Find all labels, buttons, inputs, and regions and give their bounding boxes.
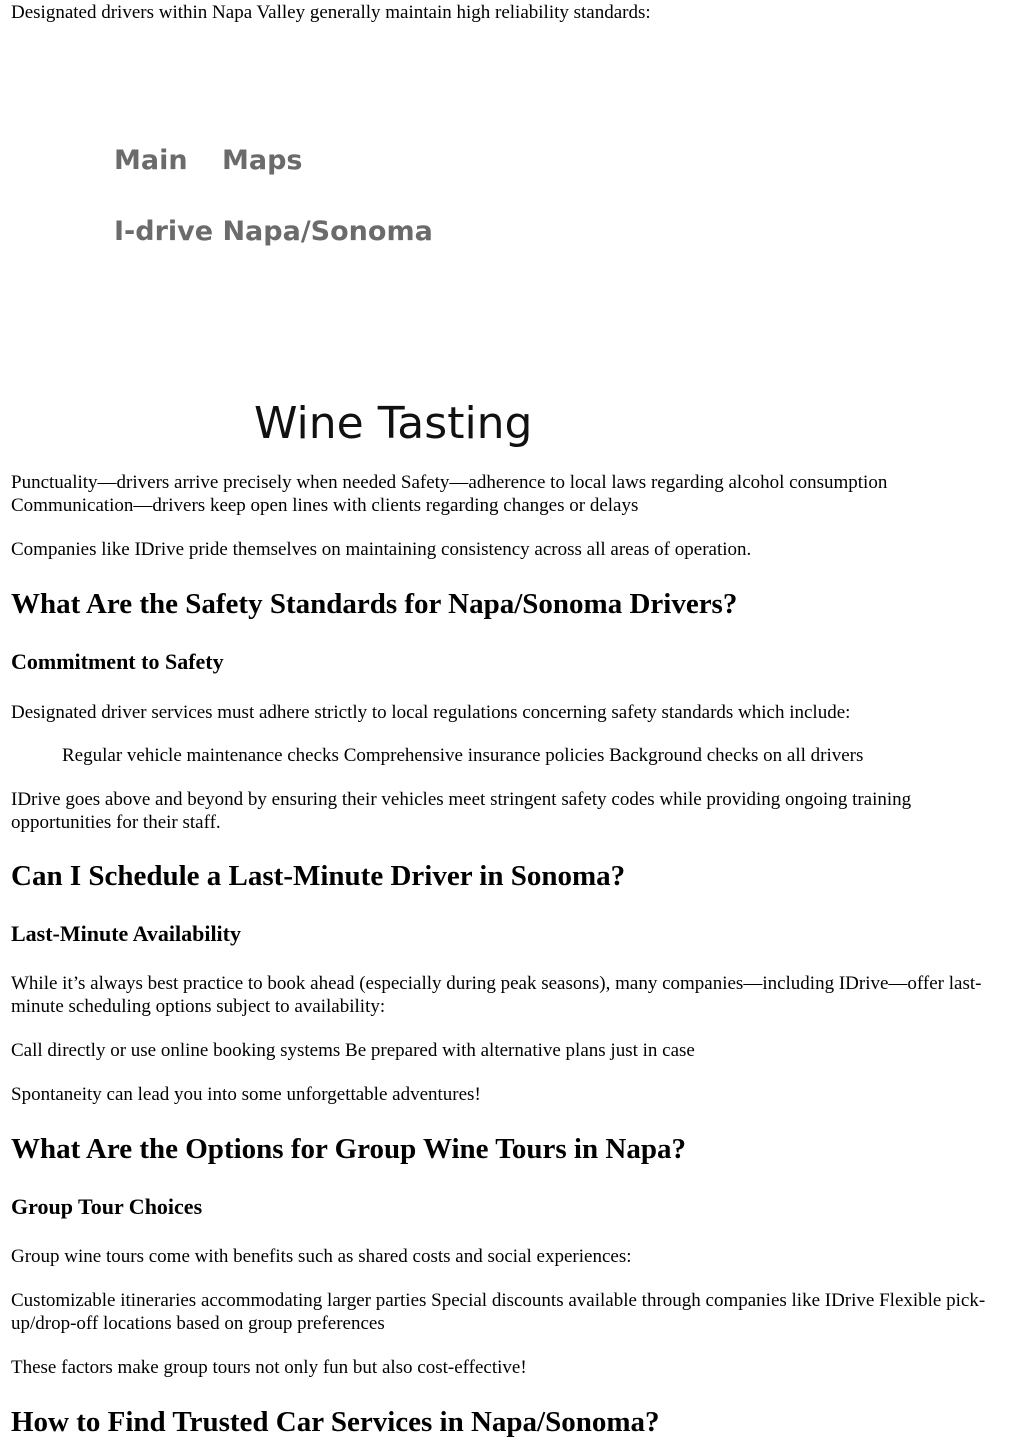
group-tours-heading: What Are the Options for Group Wine Tours in Napa? [11,1133,686,1165]
last-minute-list: Call directly or use online booking systems Be prepared with alternative plans just in case [11,1040,695,1061]
reliability-list: Punctuality—drivers arrive precisely when needed Safety—adherence to local laws regarding alcohol consumption Communication—drivers keep open lines with clients regarding changes or delays [11,472,888,516]
group-tours-list: Customizable itineraries accommodating larger parties Special discounts available through companies like IDrive Flexible pick-up/drop-off locations based on group preferences [11,1290,986,1334]
group-tours-intro-paragraph: Group wine tours come with benefits such as shared costs and social experiences: [11,1246,632,1267]
site-brand-link[interactable]: I-drive Napa/Sonoma [114,216,433,247]
intro-paragraph: Designated drivers within Napa Valley generally maintain high reliability standards: [11,2,651,23]
wine-tasting-banner-title: Wine Tasting [254,398,533,449]
last-minute-heading: Can I Schedule a Last-Minute Driver in Sonoma? [11,860,626,892]
nav-link-main[interactable]: Main [114,145,188,176]
companies-paragraph: Companies like IDrive pride themselves on maintaining consistency across all areas of operation. [11,539,752,560]
safety-closing-paragraph: IDrive goes above and beyond by ensuring their vehicles meet stringent safety codes while providing ongoing training opportunities for their staff. [11,789,912,833]
last-minute-intro-paragraph: While it’s always best practice to book ahead (especially during peak seasons), many companies—including IDrive—offer last-minute scheduling options subject to availability: [11,973,982,1017]
last-minute-closing-paragraph: Spontaneity can lead you into some unforgettable adventures! [11,1084,481,1105]
group-tours-subheading: Group Tour Choices [11,1194,203,1219]
safety-subheading: Commitment to Safety [11,649,224,674]
trusted-services-heading: How to Find Trusted Car Services in Napa/Sonoma? [11,1406,660,1438]
safety-heading: What Are the Safety Standards for Napa/Sonoma Drivers? [11,588,738,620]
group-tours-closing-paragraph: These factors make group tours not only fun but also cost-effective! [11,1357,527,1378]
nav-link-maps[interactable]: Maps [222,145,303,176]
last-minute-subheading: Last-Minute Availability [11,921,241,946]
safety-intro-paragraph: Designated driver services must adhere strictly to local regulations concerning safety standards which include: [11,702,851,723]
safety-list: Regular vehicle maintenance checks Comprehensive insurance policies Background checks on all drivers [62,745,864,766]
